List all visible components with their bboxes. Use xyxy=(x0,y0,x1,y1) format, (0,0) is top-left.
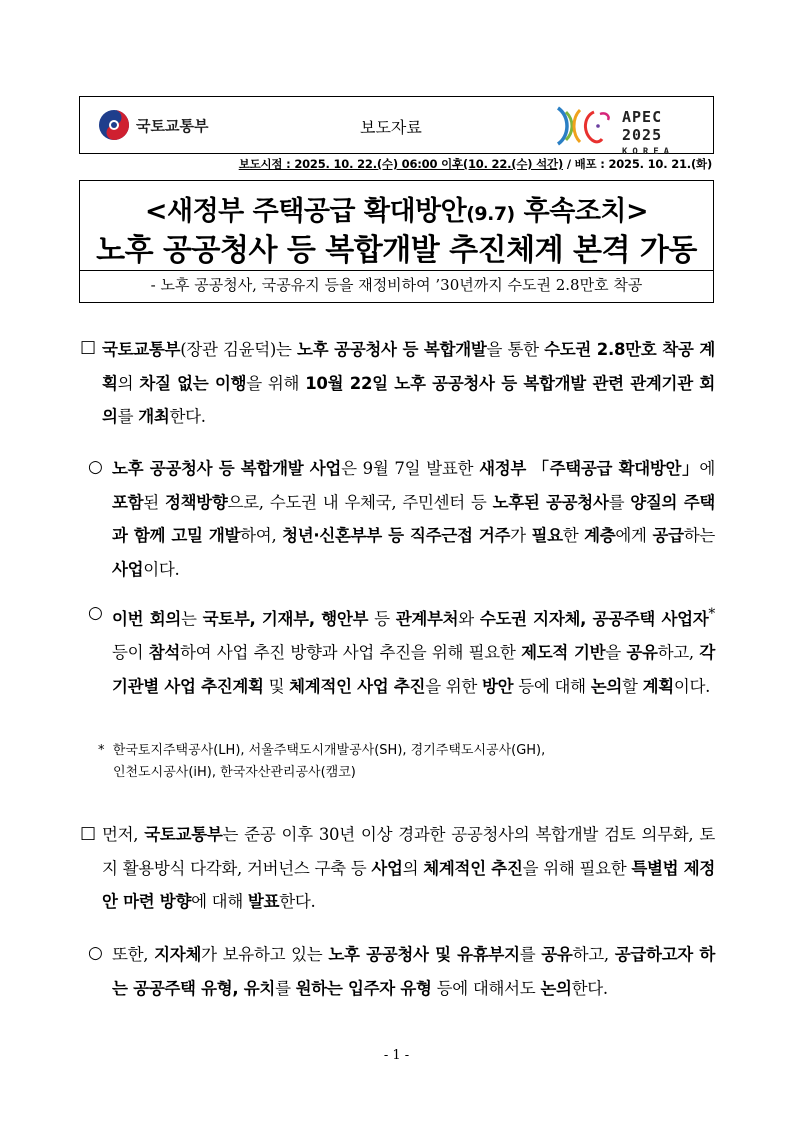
release-time: 보도시점 : 2025. 10. 22.(수) 06:00 이후(10. 22.(수) 석간) xyxy=(238,157,564,171)
paragraph-project-description: 노후 공공청사 등 복합개발 사업은 9월 7일 발표한 새정부 「주택공급 확대방안」에 포함된 정책방향으로, 수도권 내 우체국, 주민센터 등 노후된 공공청사를 양질의 주택과 함께 고밀 개발하여, 청년·신혼부부 등 직주근접 거주가 필요한 계층에게 공급하는 사업이다. xyxy=(112,459,716,579)
paragraph-meeting-participants: 이번 회의는 국토부, 기재부, 행안부 등 관계부처와 수도권 지자체, 공공주택 사업자* 등이 참석하여 사업 추진 방향과 사업 추진을 위해 필요한 제도적 기반을 공유하고, 각 기관별 사업 추진계획 및 체계적인 사업 추진을 위한 방안 등에 대해 논의할 계획이다. xyxy=(112,606,716,696)
embargo-separator: / xyxy=(563,157,575,171)
apec-subtitle: KOREA xyxy=(622,147,675,157)
title-box xyxy=(79,180,714,303)
square-bullet: □ xyxy=(80,337,97,357)
apec-title: APEC 2025 xyxy=(622,108,663,144)
circle-bullet: ○ xyxy=(88,457,103,477)
ministry-brand xyxy=(98,109,208,141)
footnote-marker: * xyxy=(708,606,715,622)
paragraph-meeting-overview: 국토교통부(장관 김윤덕)는 노후 공공청사 등 복합개발을 통한 수도권 2.8만호 착공 계획의 차질 없는 이행을 위해 10월 22일 노후 공공청사 등 복합개발 관련 관계기관 회의를 개최한다. xyxy=(102,340,716,426)
circle-bullet: ○ xyxy=(88,603,103,623)
embargo-line xyxy=(239,156,712,172)
footnote xyxy=(98,740,545,784)
apec-emblem-icon xyxy=(550,102,620,150)
square-bullet: □ xyxy=(80,823,97,843)
subtitle: - 노후 공공청사, 국공유지 등을 재정비하여 ’30년까지 수도권 2.8만호 착공 xyxy=(150,276,643,294)
apec-logo xyxy=(548,102,710,157)
press-release-label: 보도자료 xyxy=(360,118,422,137)
circle-bullet: ○ xyxy=(88,943,103,963)
paragraph-local-gov-discussion: 또한, 지자체가 보유하고 있는 노후 공공청사 및 유휴부지를 공유하고, 공급하고자 하는 공공주택 유형, 유치를 원하는 입주자 유형 등에 대해서도 논의한다. xyxy=(112,945,716,998)
footnote-line-1: * 한국토지주택공사(LH), 서울주택도시개발공사(SH), 경기주택도시공사(GH), xyxy=(98,743,546,758)
press-header xyxy=(79,96,714,157)
distribution-date: 배포 : 2025. 10. 21.(화) xyxy=(574,157,712,171)
headline-line-2: 노후 공공청사 등 복합개발 추진체계 본격 가동 xyxy=(96,233,697,268)
taegeuk-logo-icon xyxy=(98,109,130,141)
footnote-line-2: 인천도시공사(iH), 한국자산관리공사(캠코) xyxy=(113,765,356,780)
headline-line-1: <새정부 주택공급 확대방안(9.7) 후속조치> xyxy=(144,196,649,227)
paragraph-special-act: 먼저, 국토교통부는 준공 이후 30년 이상 경과한 공공청사의 복합개발 검토 의무화, 토지 활용방식 다각화, 거버넌스 구축 등 사업의 체계적인 추진을 위해 필요한 특별법 제정안 마련 방향에 대해 발표한다. xyxy=(102,825,716,911)
ministry-name: 국토교통부 xyxy=(136,116,209,135)
page-number: - 1 - xyxy=(383,1048,410,1063)
subtitle-divider xyxy=(80,270,713,271)
apec-wordmark xyxy=(622,108,710,157)
